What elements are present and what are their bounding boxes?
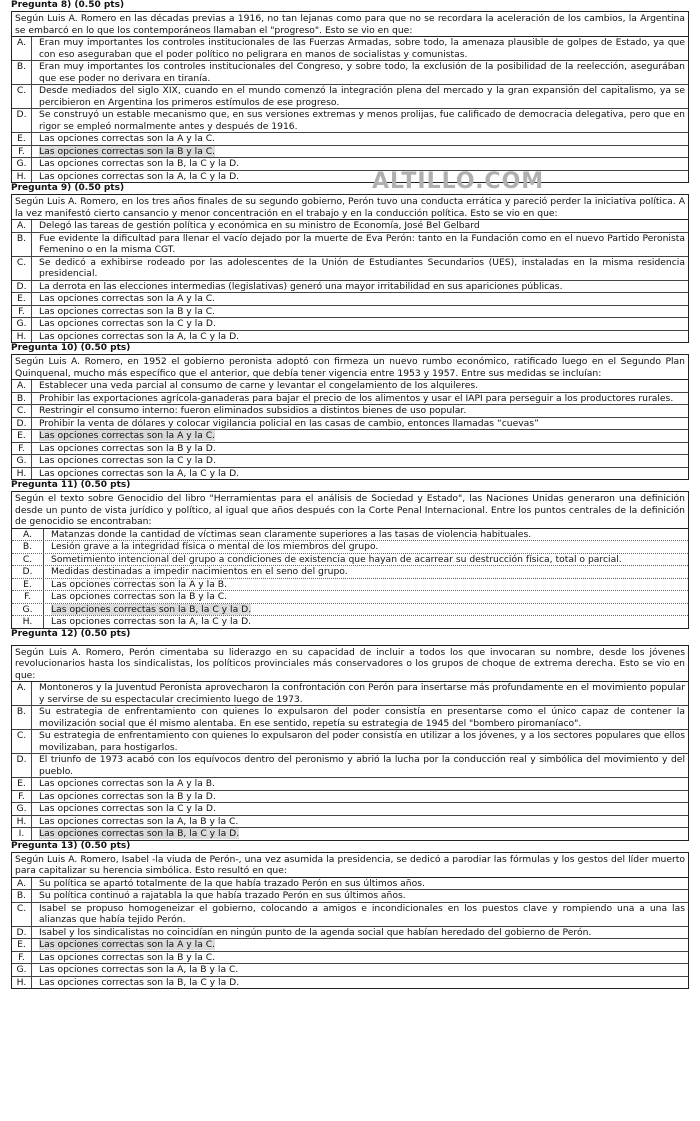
option-text: Restringir el consumo interno: fueron eliminados subsidios a distintos bienes de uso popular. [39, 405, 467, 416]
option-g[interactable] [12, 803, 688, 816]
option-text: Las opciones correctas son la C y la D. [39, 318, 216, 329]
option-letter: G. [12, 803, 32, 815]
option-f[interactable] [12, 146, 688, 159]
option-letter: D. [12, 927, 32, 939]
option-f[interactable] [12, 791, 688, 804]
question-box [11, 852, 689, 990]
option-text: La derrota en las elecciones intermedias (legislativas) generó una mayor irritabilidad en sus apariciones públicas. [39, 280, 563, 292]
option-text: Delegó las tareas de gestión política y económica en su ministro de Economía, José Bel Gelbard [39, 220, 480, 231]
question-prompt: Según Luis A. Romero en las décadas previas a 1916, no tan lejanas como para que no se recordara la aceleración de los cambios, la Argentina se embarcó en lo que los contemporáneos llamaban el "progreso". Esto se vio en que: [12, 12, 688, 37]
option-h[interactable] [12, 468, 688, 480]
option-g[interactable] [12, 604, 688, 617]
option-a[interactable] [12, 220, 688, 233]
option-text: Las opciones correctas son la A, la C y la D. [39, 170, 240, 182]
option-a[interactable] [12, 878, 688, 891]
option-text: Las opciones correctas son la A, la B y la C. [39, 964, 239, 975]
option-g[interactable] [12, 158, 688, 171]
option-d[interactable] [12, 109, 688, 133]
option-letter: A. [12, 380, 32, 392]
option-text: Las opciones correctas son la B y la C. [39, 305, 216, 317]
question-header: Pregunta 8) (0.50 pts) [11, 0, 125, 10]
option-letter: B. [12, 706, 32, 729]
option-text: Eran muy importantes los controles institucionales del Congreso, y sobre todo, la exclusión de la posibilidad de la reelección, asegurában que ese poder no derivara en tiranía. [39, 61, 685, 84]
option-c[interactable] [12, 730, 688, 754]
option-text: Su política continuó a rajatabla la que había trazado Perón en sus últimos años. [39, 890, 406, 901]
option-letter: G. [12, 604, 44, 616]
option-letter: H. [12, 977, 32, 989]
option-g[interactable] [12, 318, 688, 331]
option-letter: F. [12, 952, 32, 964]
question-8 [0, 0, 700, 183]
option-letter: D. [12, 109, 32, 132]
option-text: Isabel y los sindicalistas no coincidían en ningún punto de la agenda social que habían heredado del gobierno de Perón. [39, 926, 592, 938]
watermark: ALTILLO.COM [372, 169, 545, 194]
option-letter: H. [12, 616, 44, 628]
option-letter: A. [12, 529, 44, 541]
question-header: Pregunta 9) (0.50 pts) [11, 183, 125, 193]
option-letter: H. [12, 816, 32, 828]
option-i[interactable] [12, 828, 688, 840]
option-letter: G. [12, 455, 32, 467]
option-letter: D. [12, 566, 44, 578]
option-letter: C. [12, 903, 32, 926]
question-10 [0, 343, 700, 480]
question-11 [0, 480, 700, 629]
option-c[interactable] [12, 257, 688, 281]
option-letter: D. [12, 754, 32, 777]
question-prompt: Según Luis A. Romero, en los tres años finales de su segundo gobierno, Perón tuvo una conducta errática y pareció perder la iniciativa política. A la vez manifestó cierto cansancio y menor concentración en el trabajo y en la conducción política. Esto se vio en que: [12, 195, 688, 220]
option-e[interactable] [12, 430, 688, 443]
option-letter: D. [12, 281, 32, 293]
option-letter: C. [12, 85, 32, 108]
option-letter: H. [12, 331, 32, 343]
question-box [11, 491, 689, 629]
option-f[interactable] [12, 591, 688, 604]
option-letter: C. [12, 730, 32, 753]
option-letter: B. [12, 393, 32, 405]
option-text: Su estrategia de enfrentamiento con quienes lo expulsaron del poder consistía en utilizar a los jóvenes, y a los sectores populares que ellos movilizaban, para hostigarlos. [39, 730, 685, 753]
question-prompt: Según Luis A. Romero, en 1952 el gobierno peronista adoptó con firmeza un nuevo rumbo económico, ratificado luego en el Segundo Plan Quinquenal, mucho más específico que el anterior, que debía tener vigencia entre 1953 y 1957. Entre sus medidas se incluían: [12, 355, 688, 380]
option-letter: E. [12, 939, 32, 951]
option-text: Su estrategia de enfrentamiento con quienes lo expulsaron del poder consistía en presentarse como el único capaz de contener la movilización social que él mismo alentaba. En ese sentido, repetía su estrategia de 1945 del "bombero piromaníaco". [39, 706, 685, 729]
option-letter: B. [12, 541, 44, 553]
option-letter: G. [12, 318, 32, 330]
option-text: Las opciones correctas son la B y la D. [39, 790, 216, 802]
question-prompt: Según el texto sobre Genocidio del libro "Herramientas para el análisis de Sociedad y Estado", las Naciones Unidas generaron una definición desde un punto de vista jurídico y político, al igual que años después con la Corte Penal Internacional. Entre los puntos centrales de la definición de genocidio se encontraban: [12, 492, 688, 529]
option-b[interactable] [12, 61, 688, 85]
option-letter: F. [12, 306, 32, 318]
question-header: Pregunta 13) (0.50 pts) [11, 840, 131, 851]
option-text: Establecer una veda parcial al consumo de carne y levantar el congelamiento de los alquileres. [39, 380, 479, 391]
option-text: Medidas destinadas a impedir nacimientos en el seno del grupo. [51, 566, 348, 577]
option-d[interactable] [12, 754, 688, 778]
option-text: Las opciones correctas son la C y la D. [39, 455, 216, 466]
option-letter: F. [12, 146, 32, 158]
option-letter: G. [12, 964, 32, 976]
option-letter: F. [12, 791, 32, 803]
option-d[interactable] [12, 281, 688, 294]
question-box [11, 354, 689, 480]
option-e[interactable] [12, 939, 688, 952]
option-g[interactable] [12, 455, 688, 468]
option-b[interactable] [12, 233, 688, 257]
option-letter: E. [12, 579, 44, 591]
option-text: Fue evidente la dificultad para llenar el vacío dejado por la muerte de Eva Perón: tanto en la Fundación como en el nuevo Partido Peronista Femenino o en la misma CGT. [39, 232, 685, 255]
option-letter: B. [12, 61, 32, 84]
option-letter: A. [12, 220, 32, 232]
question-prompt: Según Luis A. Romero, Isabel -la viuda de Perón-, una vez asumida la presidencia, se dedicó a parodiar las fórmulas y los gestos del líder muerto para capitalizar su herencia simbólica. Esto resultó en que: [12, 853, 688, 878]
option-text: Las opciones correctas son la B y la C. [51, 591, 228, 602]
option-text-highlighted: Las opciones correctas son la B y la C. [39, 145, 216, 157]
option-letter: B. [12, 233, 32, 256]
question-12 [0, 629, 700, 841]
option-f[interactable] [12, 952, 688, 965]
option-h[interactable] [12, 616, 688, 628]
option-text: El triunfo de 1973 acabó con los equívocos dentro del peronismo y abrió la lucha por la conducción real y simbólica del movimiento y del pueblo. [39, 754, 685, 777]
option-letter: E. [12, 293, 32, 305]
option-h[interactable] [12, 816, 688, 829]
option-letter: F. [12, 443, 32, 455]
option-text: Prohibir la venta de dólares y colocar vigilancia policial en las casas de cambio, entonces llamadas “cuevas” [39, 417, 539, 429]
option-text: Lesión grave a la integridad física o mental de los miembros del grupo. [51, 541, 379, 552]
question-box [11, 194, 689, 343]
option-text-highlighted: Las opciones correctas son la B, la C y la D. [51, 603, 252, 615]
option-letter: A. [12, 682, 32, 705]
option-text: Las opciones correctas son la A y la C. [39, 293, 216, 304]
option-text: Se dedicó a exhibirse rodeado por las adolescentes de la Unión de Estudiantes Secundarios (UES), instaladas en la misma residencia presidencial. [39, 256, 685, 279]
option-letter: E. [12, 778, 32, 790]
option-f[interactable] [12, 443, 688, 456]
option-d[interactable] [12, 566, 688, 579]
option-h[interactable] [12, 171, 688, 183]
option-text: Las opciones correctas son la A y la B. [51, 578, 227, 590]
option-text: Las opciones correctas son la A, la B y la C. [39, 815, 239, 827]
question-prompt: Según Luis A. Romero, Perón cimentaba su liderazgo en su capacidad de incluir a todos los que invocaran su nombre, desde los jóvenes revolucionarios hasta los sindicalistas, los políticos provinciales más conservadores o los grupos de choque de extrema derecha. Esto se vio en que: [12, 646, 688, 683]
option-e[interactable] [12, 293, 688, 306]
option-letter: C. [12, 405, 32, 417]
option-text: Las opciones correctas son la B, la C y la D. [39, 158, 240, 169]
option-a[interactable] [12, 37, 688, 61]
option-text: Las opciones correctas son la A, la C y la D. [39, 467, 240, 479]
option-letter: I. [12, 828, 32, 840]
option-f[interactable] [12, 306, 688, 319]
option-text: Eran muy importantes los controles institucionales de las Fuerzas Armadas, sobre todo, la amenaza plausible de golpes de Estado, ya que con eso aseguraban que el poder político no peligrara en manos de socialistas y comunistas. [39, 37, 685, 60]
option-b[interactable] [12, 706, 688, 730]
option-letter: G. [12, 158, 32, 170]
option-text: Las opciones correctas son la C y la D. [39, 803, 216, 814]
option-letter: H. [12, 171, 32, 183]
option-c[interactable] [12, 85, 688, 109]
option-h[interactable] [12, 977, 688, 989]
option-e[interactable] [12, 133, 688, 146]
question-header: Pregunta 11) (0.50 pts) [11, 480, 131, 490]
option-text: Isabel se propuso homogeneizar el gobierno, colocando a amigos e incondicionales en los puestos clave y rompiendo una a una las alianzas que había tejido Perón. [39, 902, 685, 925]
question-header: Pregunta 12) (0.50 pts) [11, 628, 131, 639]
option-letter: A. [12, 37, 32, 60]
option-letter: D. [12, 418, 32, 430]
option-e[interactable] [12, 579, 688, 592]
option-text: Las opciones correctas son la B y la C. [39, 951, 216, 963]
option-letter: H. [12, 468, 32, 480]
option-text: Las opciones correctas son la A y la C. [39, 133, 216, 144]
option-letter: F. [12, 591, 44, 603]
option-letter: C. [12, 554, 44, 566]
option-c[interactable] [12, 903, 688, 927]
option-text: Desde mediados del siglo XIX, cuando en el mundo comenzó la integración plena del mercado y la gran expansión del capitalismo, ya se percibieron en Argentina los primeros estímulos de ese progreso. [39, 85, 685, 108]
option-text: Las opciones correctas son la A, la C y la D. [51, 616, 252, 627]
question-box [11, 11, 689, 183]
option-text: Se construyó un estable mecanismo que, en sus versiones extremas y menos prolijas, fue calificado de democracia delegativa, pero que en rigor se empleó normalmente antes y después de 1916. [39, 109, 685, 132]
option-text: Su política se apartó totalmente de la que había trazado Perón en sus últimos años. [39, 877, 425, 889]
question-9 [0, 183, 700, 343]
question-box [11, 645, 689, 841]
option-text: Las opciones correctas son la A, la C y la D. [39, 330, 240, 342]
option-text-highlighted: Las opciones correctas son la A y la C. [39, 939, 216, 950]
option-h[interactable] [12, 331, 688, 343]
question-13 [0, 841, 700, 990]
option-text: Sometimiento intencional del grupo a condiciones de existencia que hayan de acarrear su destrucción física, total o parcial. [51, 553, 622, 565]
option-c[interactable] [12, 554, 688, 567]
option-text: Las opciones correctas son la B y la D. [39, 442, 216, 454]
option-g[interactable] [12, 964, 688, 977]
option-text: Las opciones correctas son la A y la B. [39, 778, 215, 789]
question-header: Pregunta 10) (0.50 pts) [11, 343, 131, 353]
option-b[interactable] [12, 393, 688, 406]
option-d[interactable] [12, 418, 688, 431]
option-e[interactable] [12, 778, 688, 791]
option-text: Prohibir las exportaciones agrícola-ganaderas para bajar el precio de los alimentos y usar el IAPI para perseguir a los productores rurales. [39, 392, 674, 404]
option-a[interactable] [12, 529, 688, 542]
option-text: Matanzas donde la cantidad de víctimas sean claramente superiores a las tasas de violencia habituales. [51, 528, 532, 540]
option-letter: C. [12, 257, 32, 280]
option-d[interactable] [12, 927, 688, 940]
option-letter: E. [12, 430, 32, 442]
option-b[interactable] [12, 541, 688, 554]
option-c[interactable] [12, 405, 688, 418]
option-text: Montoneros y la Juventud Peronista aprovecharon la confrontación con Perón para insertarse más profundamente en el movimiento popular y servirse de su espectacular crecimiento luego de 1973. [39, 682, 685, 705]
option-letter: E. [12, 133, 32, 145]
option-letter: B. [12, 890, 32, 902]
option-text-highlighted: Las opciones correctas son la A y la C. [39, 430, 216, 441]
option-text-highlighted: Las opciones correctas son la B, la C y la D. [39, 828, 240, 839]
option-a[interactable] [12, 682, 688, 706]
option-text: Las opciones correctas son la B, la C y la D. [39, 976, 240, 988]
option-letter: A. [12, 878, 32, 890]
option-b[interactable] [12, 890, 688, 903]
option-a[interactable] [12, 380, 688, 393]
